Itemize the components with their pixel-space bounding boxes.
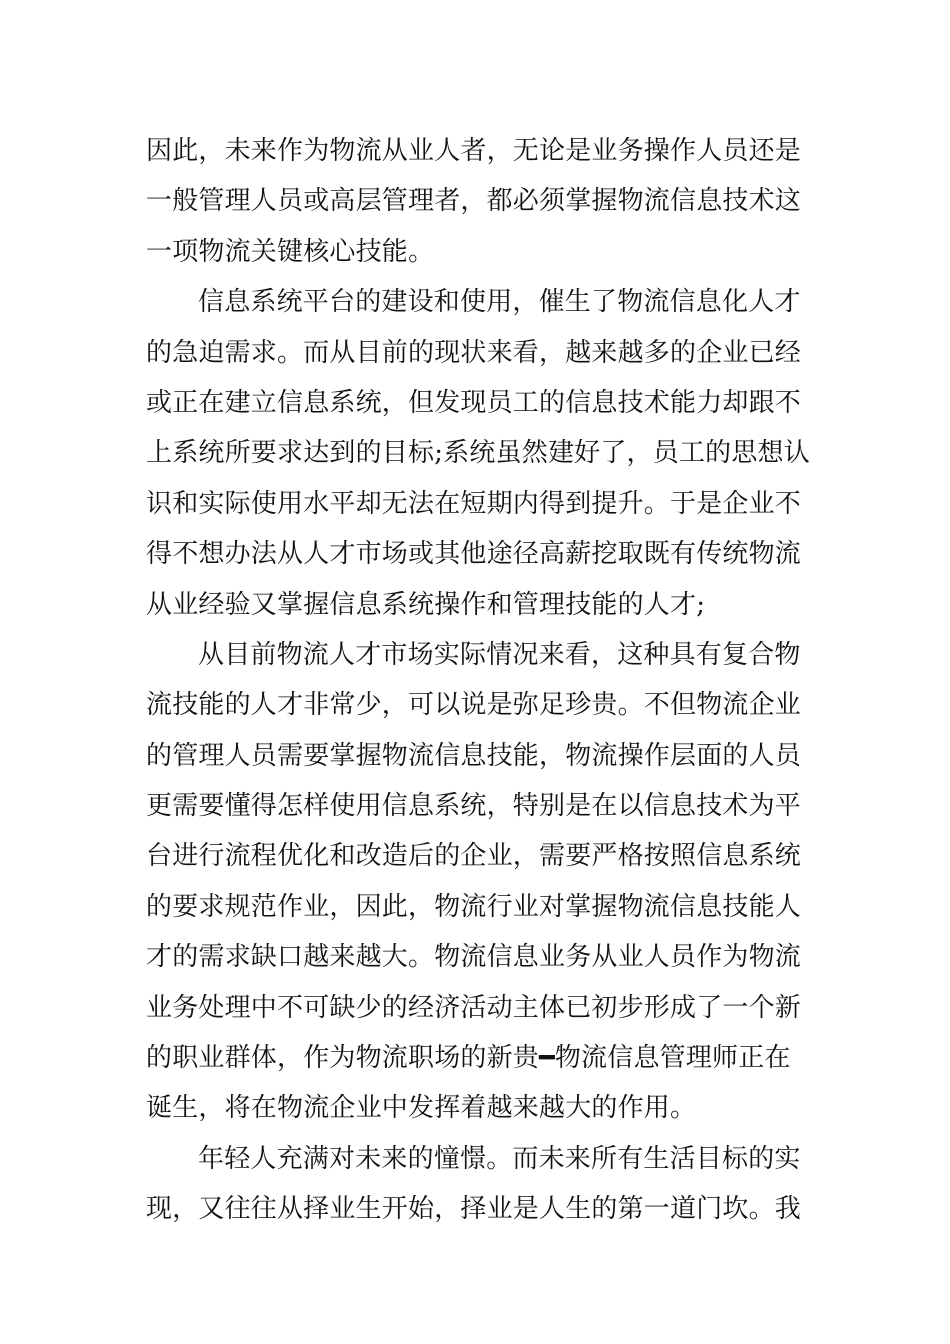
text-line: 上系统所要求达到的目标;系统虽然建好了，员工的思想认 xyxy=(146,438,810,469)
paragraph-first-line: 信息系统平台的建设和使用，催生了物流信息化人才 xyxy=(198,287,801,318)
paragraph-first-line: 从目前物流人才市场实际情况来看，这种具有复合物 xyxy=(198,639,801,670)
text-line: 从业经验又掌握信息系统操作和管理技能的人才; xyxy=(146,589,706,620)
text-line: 的急迫需求。而从目前的现状来看，越来越多的企业已经 xyxy=(146,337,802,368)
text-line: 或正在建立信息系统，但发现员工的信息技术能力却跟不 xyxy=(146,387,802,418)
text-line: 因此，未来作为物流从业人者，无论是业务操作人员还是 xyxy=(146,136,802,166)
text-line: 诞生，将在物流企业中发挥着越来越大的作用。 xyxy=(146,1093,697,1124)
text-line: 的管理人员需要掌握物流信息技能，物流操作层面的人员 xyxy=(146,740,802,771)
text-line: 业务处理中不可缺少的经济活动主体已初步形成了一个新 xyxy=(146,992,802,1023)
text-line: 识和实际使用水平却无法在短期内得到提升。于是企业不 xyxy=(146,488,802,519)
text-line: 才的需求缺口越来越大。物流信息业务从业人员作为物流 xyxy=(146,942,802,973)
text-line: 的职业群体，作为物流职场的新贵━物流信息管理师正在 xyxy=(146,1043,791,1074)
text-line: 现，又往往从择业生开始，择业是人生的第一道门坎。我 xyxy=(146,1194,802,1225)
text-line: 流技能的人才非常少，可以说是弥足珍贵。不但物流企业 xyxy=(146,690,802,721)
text-line: 一项物流关键核心技能。 xyxy=(146,236,435,267)
text-line: 台进行流程优化和改造后的企业，需要严格按照信息系统 xyxy=(146,841,802,872)
paragraph-first-line: 年轻人充满对未来的憧憬。而未来所有生活目标的实 xyxy=(198,1143,801,1174)
text-line: 更需要懂得怎样使用信息系统，特别是在以信息技术为平 xyxy=(146,791,802,822)
text-line: 的要求规范作业，因此，物流行业对掌握物流信息技能人 xyxy=(146,891,802,922)
document-body xyxy=(146,126,810,1235)
text-line: 一般管理人员或高层管理者，都必须掌握物流信息技术这 xyxy=(146,186,802,217)
text-line: 得不想办法从人才市场或其他途径高薪挖取既有传统物流 xyxy=(146,539,802,570)
